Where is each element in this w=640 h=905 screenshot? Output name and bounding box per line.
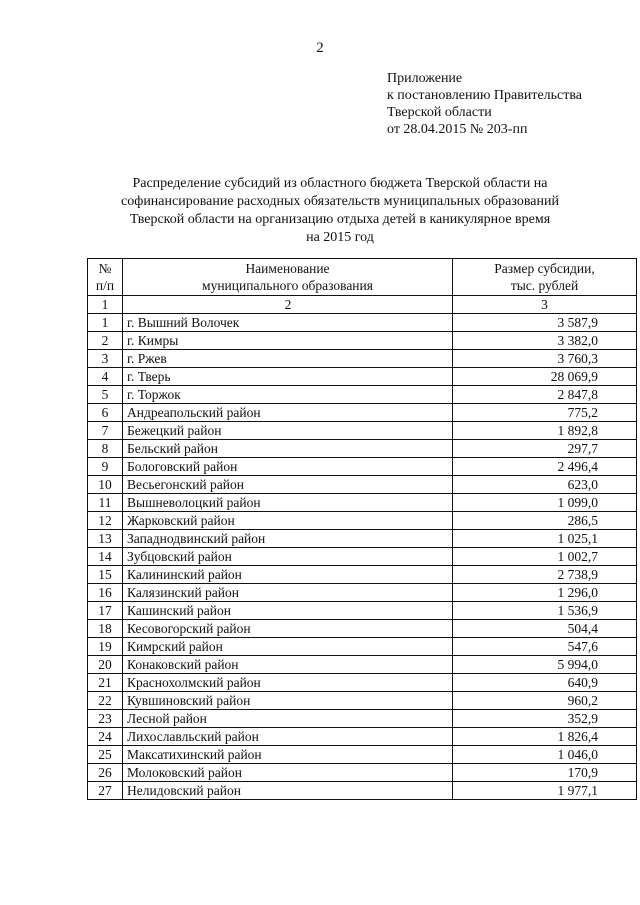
row-amount: 1 892,8 (453, 422, 637, 440)
row-name: Краснохолмский район (123, 674, 453, 692)
table-row (88, 638, 637, 656)
row-amount: 28 069,9 (453, 368, 637, 386)
row-number: 14 (88, 548, 123, 566)
table-row (88, 476, 637, 494)
table-row (88, 782, 637, 800)
row-amount: 2 738,9 (453, 566, 637, 584)
row-amount: 3 760,3 (453, 350, 637, 368)
row-name: Лихославльский район (123, 728, 453, 746)
row-amount: 170,9 (453, 764, 637, 782)
row-amount: 3 382,0 (453, 332, 637, 350)
title-line: Тверской области на организацию отдыха детей в каникулярное время (129, 212, 551, 227)
table-row (88, 602, 637, 620)
row-name: Максатихинский район (123, 746, 453, 764)
row-name: Конаковский район (123, 656, 453, 674)
row-amount: 1 296,0 (453, 584, 637, 602)
appendix-line: Тверской области (387, 105, 492, 120)
row-name: Бежецкий район (123, 422, 453, 440)
row-number: 22 (88, 692, 123, 710)
table-row (88, 728, 637, 746)
table-row (88, 422, 637, 440)
table-row (88, 584, 637, 602)
row-name: Лесной район (123, 710, 453, 728)
row-number: 17 (88, 602, 123, 620)
row-amount: 1 099,0 (453, 494, 637, 512)
row-amount: 286,5 (453, 512, 637, 530)
row-name: Калининский район (123, 566, 453, 584)
row-number: 12 (88, 512, 123, 530)
row-name: Андреапольский район (123, 404, 453, 422)
row-amount: 960,2 (453, 692, 637, 710)
row-number: 13 (88, 530, 123, 548)
table-header-row (88, 259, 637, 296)
header-amount: Размер субсидии, тыс. рублей (453, 259, 637, 296)
row-name: Зубцовский район (123, 548, 453, 566)
table-row (88, 764, 637, 782)
row-number: 6 (88, 404, 123, 422)
row-name: Бологовский район (123, 458, 453, 476)
title-line: Распределение субсидий из областного бюджета Тверской области на (132, 176, 548, 191)
appendix-line: от 28.04.2015 № 203-пп (387, 122, 528, 137)
table-row (88, 656, 637, 674)
row-amount: 352,9 (453, 710, 637, 728)
title-line: на 2015 год (306, 230, 374, 245)
table-row (88, 368, 637, 386)
row-number: 16 (88, 584, 123, 602)
row-number: 24 (88, 728, 123, 746)
table-row (88, 710, 637, 728)
row-number: 20 (88, 656, 123, 674)
row-name: г. Вышний Волочек (123, 314, 453, 332)
row-name: Кимрский район (123, 638, 453, 656)
column-number: 3 (453, 296, 637, 314)
column-number: 1 (88, 296, 123, 314)
row-number: 8 (88, 440, 123, 458)
page-number: 2 (316, 40, 324, 56)
row-name: Кашинский район (123, 602, 453, 620)
title-line: софинансирование расходных обязательств муниципальных образований (121, 194, 559, 209)
row-amount: 3 587,9 (453, 314, 637, 332)
row-amount: 504,4 (453, 620, 637, 638)
table-row (88, 548, 637, 566)
row-number: 10 (88, 476, 123, 494)
row-number: 23 (88, 710, 123, 728)
row-number: 11 (88, 494, 123, 512)
row-name: г. Тверь (123, 368, 453, 386)
row-amount: 1 977,1 (453, 782, 637, 800)
header-number: № п/п (88, 259, 123, 296)
row-number: 3 (88, 350, 123, 368)
table-row (88, 386, 637, 404)
row-amount: 775,2 (453, 404, 637, 422)
table-row (88, 314, 637, 332)
row-number: 7 (88, 422, 123, 440)
row-number: 27 (88, 782, 123, 800)
row-number: 19 (88, 638, 123, 656)
row-name: Калязинский район (123, 584, 453, 602)
row-number: 5 (88, 386, 123, 404)
table-row (88, 404, 637, 422)
row-number: 4 (88, 368, 123, 386)
row-amount: 640,9 (453, 674, 637, 692)
row-amount: 623,0 (453, 476, 637, 494)
table-row (88, 458, 637, 476)
appendix-line: к постановлению Правительства (387, 88, 583, 103)
row-amount: 1 046,0 (453, 746, 637, 764)
document-title (90, 175, 590, 247)
table-row (88, 332, 637, 350)
row-number: 21 (88, 674, 123, 692)
row-name: Весьегонский район (123, 476, 453, 494)
appendix-block (387, 70, 582, 138)
row-amount: 1 025,1 (453, 530, 637, 548)
row-amount: 547,6 (453, 638, 637, 656)
row-name: г. Кимры (123, 332, 453, 350)
row-name: Кувшиновский район (123, 692, 453, 710)
table-row (88, 674, 637, 692)
table-row (88, 746, 637, 764)
subsidy-table (87, 258, 637, 800)
row-amount: 5 994,0 (453, 656, 637, 674)
table-row (88, 692, 637, 710)
row-name: Кесовогорский район (123, 620, 453, 638)
row-number: 1 (88, 314, 123, 332)
row-amount: 297,7 (453, 440, 637, 458)
row-number: 2 (88, 332, 123, 350)
row-number: 18 (88, 620, 123, 638)
row-amount: 1 002,7 (453, 548, 637, 566)
row-name: Жарковский район (123, 512, 453, 530)
header-name: Наименование муниципального образования (123, 259, 453, 296)
table-row (88, 440, 637, 458)
appendix-line: Приложение (387, 71, 463, 86)
table-row (88, 566, 637, 584)
table-row (88, 530, 637, 548)
table-row (88, 494, 637, 512)
row-amount: 1 536,9 (453, 602, 637, 620)
row-amount: 2 847,8 (453, 386, 637, 404)
row-number: 25 (88, 746, 123, 764)
column-number: 2 (123, 296, 453, 314)
table-row (88, 620, 637, 638)
row-name: г. Ржев (123, 350, 453, 368)
row-number: 26 (88, 764, 123, 782)
row-amount: 1 826,4 (453, 728, 637, 746)
table-row (88, 512, 637, 530)
row-name: Бельский район (123, 440, 453, 458)
row-amount: 2 496,4 (453, 458, 637, 476)
column-numbering-row (88, 296, 637, 314)
table-row (88, 350, 637, 368)
row-number: 15 (88, 566, 123, 584)
row-name: Молоковский район (123, 764, 453, 782)
row-name: Нелидовский район (123, 782, 453, 800)
row-number: 9 (88, 458, 123, 476)
row-name: Вышневолоцкий район (123, 494, 453, 512)
row-name: г. Торжок (123, 386, 453, 404)
row-name: Западнодвинский район (123, 530, 453, 548)
